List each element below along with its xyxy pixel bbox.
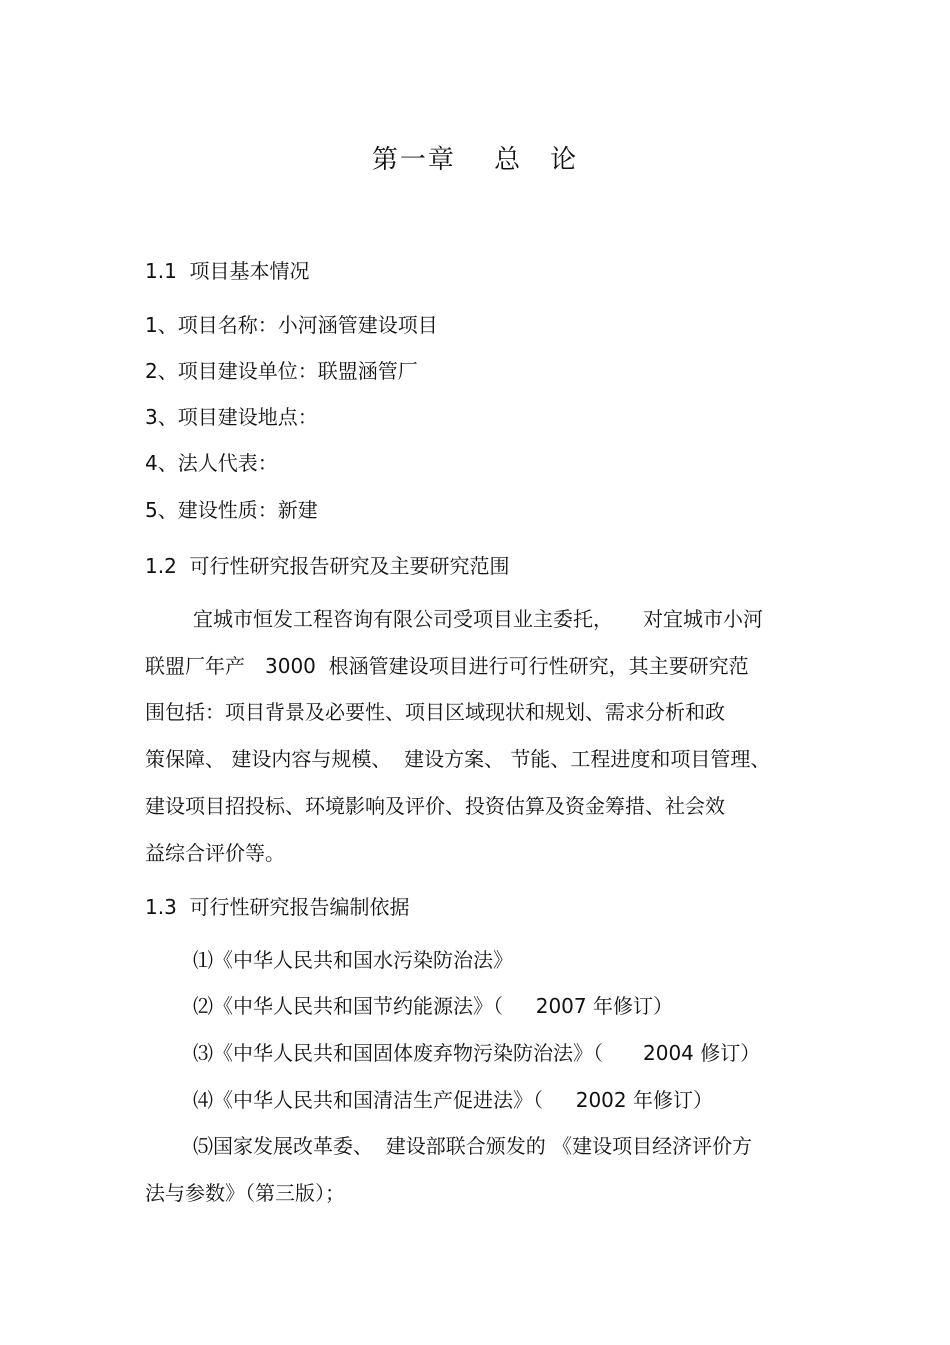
section-heading-1-1: 1.1 项目基本情况 (145, 259, 310, 283)
list-item: 3、项目建设地点： (145, 405, 318, 429)
section-heading-1-2: 1.2 可行性研究报告研究及主要研究范围 (145, 554, 510, 578)
basis-item-continuation: 法与参数》（第三版）； (145, 1181, 345, 1205)
paragraph-line: 策保障、 建设内容与规模、 建设方案、 节能、工程进度和项目管理、 (145, 747, 771, 771)
basis-item: ⑵《中华人民共和国节约能源法》（ 2007 年修订） (193, 994, 673, 1018)
paragraph-line: 围包括：项目背景及必要性、项目区域现状和规划、需求分析和政 (145, 700, 725, 724)
list-item: 2、项目建设单位：联盟涵管厂 (145, 359, 418, 383)
list-item: 4、法人代表： (145, 451, 278, 475)
section-heading-1-3: 1.3 可行性研究报告编制依据 (145, 895, 410, 919)
basis-item: ⑸国家发展改革委、 建设部联合颁发的 《建设项目经济评价方 (193, 1134, 753, 1158)
basis-item: ⑴《中华人民共和国水污染防治法》 (193, 948, 513, 972)
chapter-title: 第一章 总 论 (371, 145, 579, 175)
basis-item: ⑷《中华人民共和国清洁生产促进法》（ 2002 年修订） (193, 1088, 713, 1112)
list-item: 1、项目名称：小河涵管建设项目 (145, 313, 438, 337)
paragraph-line: 联盟厂年产 3000 根涵管建设项目进行可行性研究，其主要研究范 (145, 654, 749, 678)
paragraph-line: 建设项目招投标、环境影响及评价、投资估算及资金筹措、社会效 (145, 794, 725, 818)
list-item: 5、建设性质：新建 (145, 498, 318, 522)
paragraph-line: 宜城市恒发工程咨询有限公司受项目业主委托， 对宜城市小河 (193, 607, 763, 631)
basis-item: ⑶《中华人民共和国固体废弃物污染防治法》（ 2004 修订） (193, 1041, 761, 1065)
paragraph-line: 益综合评价等。 (145, 841, 285, 865)
